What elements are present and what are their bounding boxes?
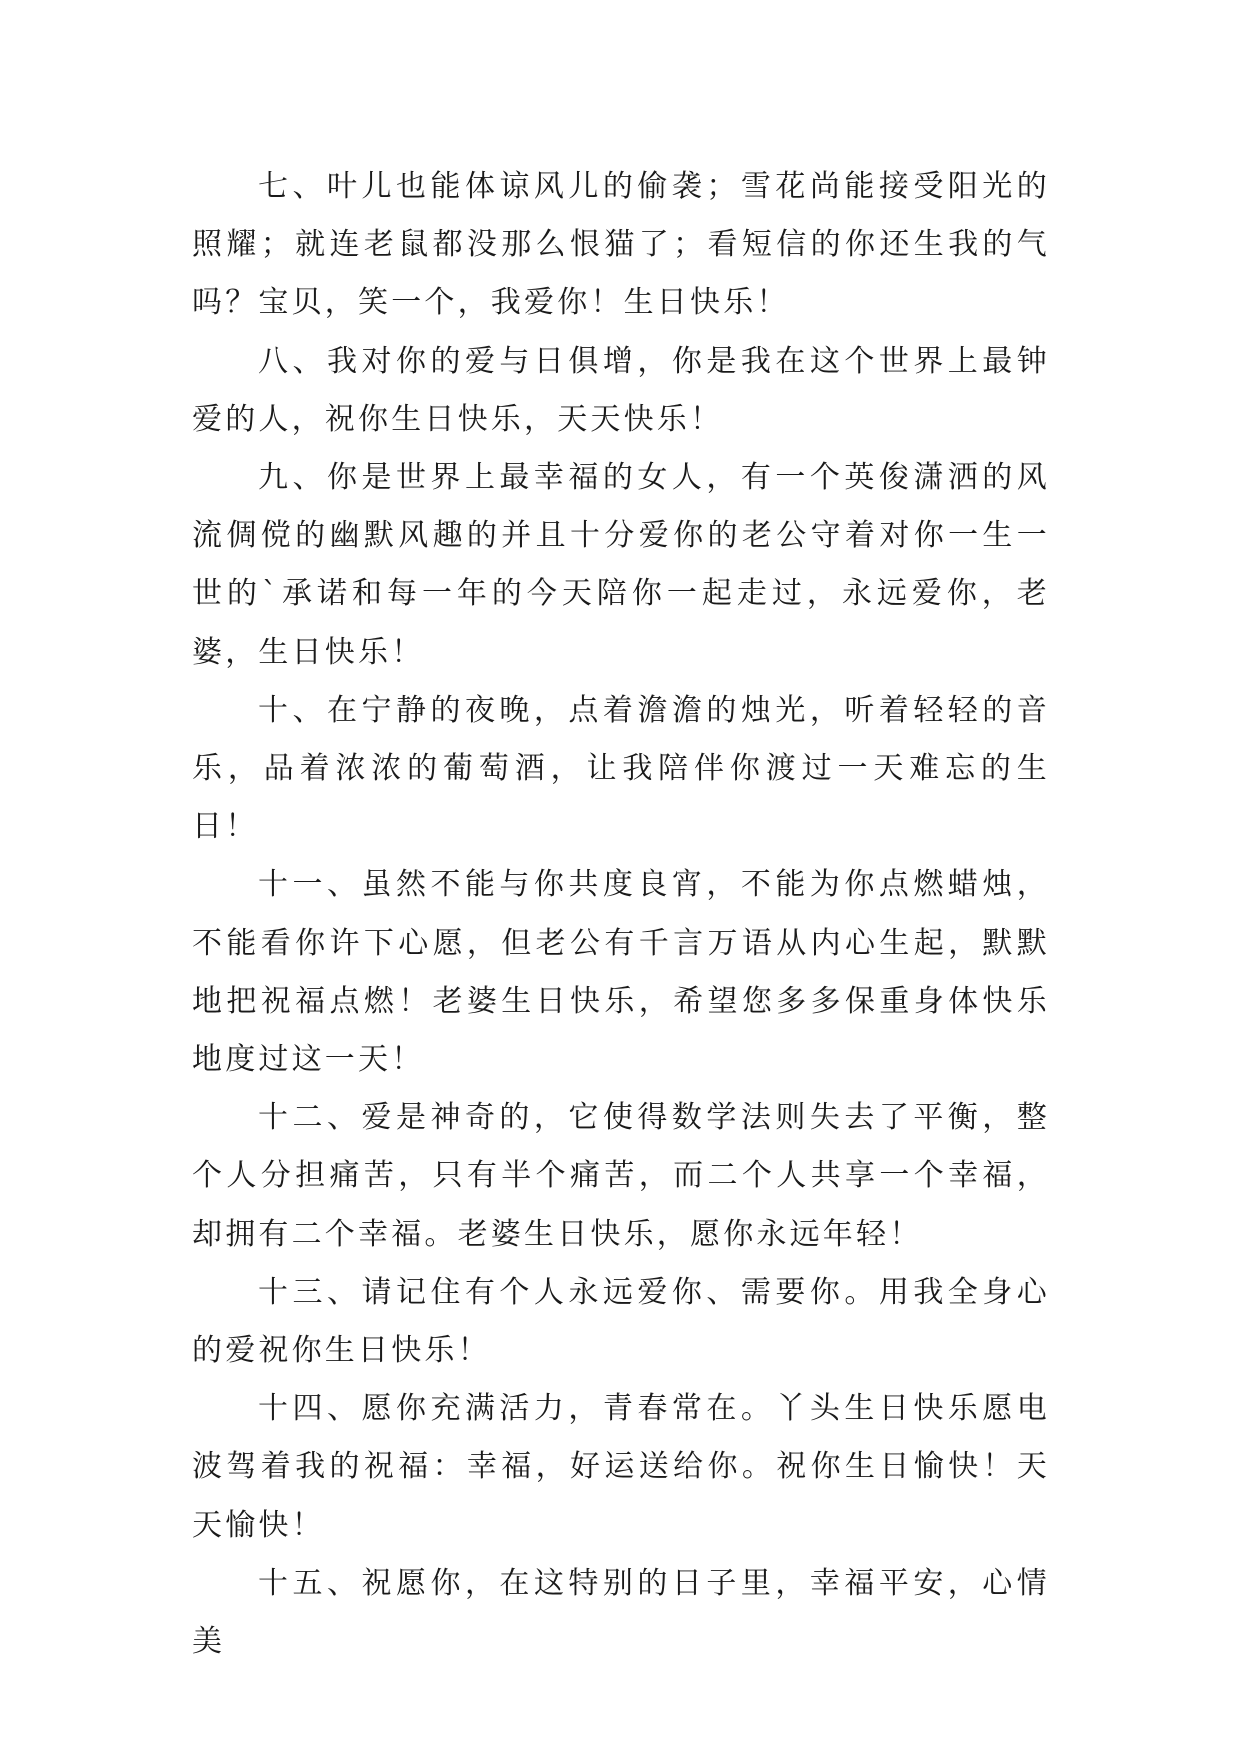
- paragraph-13: 十三、请记住有个人永远爱你、需要你。用我全身心的爱祝你生日快乐！: [192, 1274, 1050, 1369]
- document-body: [192, 158, 1050, 1671]
- paragraph-11: 十一、虽然不能与你共度良宵，不能为你点燃蜡烛，不能看你许下心愿，但老公有千言万语从内心生起，默默地把祝福点燃！老婆生日快乐，希望您多多保重身体快乐地度过这一天！: [192, 867, 1050, 1078]
- paragraph-14: 十四、愿你充满活力，青春常在。丫头生日快乐愿电波驾着我的祝福：幸福，好运送给你。祝你生日愉快！天天愉快！: [192, 1391, 1050, 1543]
- paragraph-7: 七、叶儿也能体谅风儿的偷袭；雪花尚能接受阳光的照耀；就连老鼠都没那么恨猫了；看短信的你还生我的气吗？宝贝，笑一个，我爱你！生日快乐！: [192, 169, 1050, 321]
- paragraph-8: 八、我对你的爱与日俱增，你是我在这个世界上最钟爱的人，祝你生日快乐，天天快乐！: [192, 343, 1050, 437]
- paragraph-10: 十、在宁静的夜晚，点着澹澹的烛光，听着轻轻的音乐，品着浓浓的葡萄酒，让我陪伴你渡过一天难忘的生日！: [192, 692, 1050, 845]
- paragraph-15: 十五、祝愿你，在这特别的日子里，幸福平安，心情美: [192, 1565, 1050, 1660]
- paragraph-9: 九、你是世界上最幸福的女人，有一个英俊潇洒的风流倜傥的幽默风趣的并且十分爱你的老公守着对你一生一世的`承诺和每一年的今天陪你一起走过，永远爱你，老婆，生日快乐！: [192, 460, 1050, 670]
- paragraph-12: 十二、爱是神奇的，它使得数学法则失去了平衡，整个人分担痛苦，只有半个痛苦，而二个人共享一个幸福，却拥有二个幸福。老婆生日快乐，愿你永远年轻！: [192, 1100, 1050, 1252]
